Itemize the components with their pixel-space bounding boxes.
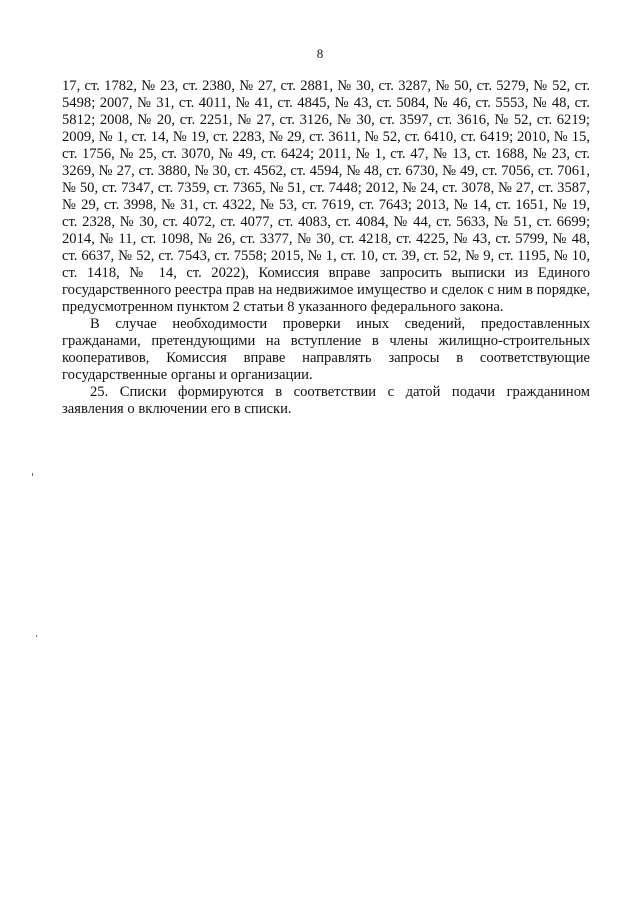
text-line: государственные органы и организации. [62,367,313,383]
text-line: 5498; 2007, № 31, ст. 4011, № 41, ст. 4845, № 43, ст. 5084, № 46, ст. 5553, № 48, ст. [62,95,590,111]
paragraph-verification-requests [62,316,590,384]
text-line: ст. 2328, № 30, ст. 4072, ст. 4077, ст. 4083, ст. 4084, № 44, ст. 5633, № 51, ст. 6699; [62,214,590,230]
paragraph-item-25 [62,384,590,418]
text-line: ст. 6637, № 52, ст. 7543, ст. 7558; 2015, № 1, ст. 10, ст. 39, ст. 52, № 9, ст. 1195, № 10, [62,248,590,264]
text-line: гражданами, претендующими на вступление в члены жилищно-строительных [62,333,590,349]
text-line: ст. 1756, № 25, ст. 3070, № 49, ст. 6424; 2011, № 1, ст. 47, № 13, ст. 1688, № 23, ст. [62,146,590,162]
text-line: 3269, № 27, ст. 3880, № 30, ст. 4562, ст. 4594, № 48, ст. 6730, № 49, ст. 7056, ст. 7061, [62,163,590,179]
text-line: ст. 1418, № 14, ст. 2022), Комиссия вправе запросить выписки из Единого [62,265,590,281]
text-line: 5812; 2008, № 20, ст. 2251, № 27, ст. 3126, № 30, ст. 3597, ст. 3616, № 52, ст. 6219; [62,112,590,128]
text-line: 2009, № 1, ст. 14, № 19, ст. 2283, № 29, ст. 3611, № 52, ст. 6410, ст. 6419; 2010, № 15, [62,129,590,145]
text-line: кооперативов, Комиссия вправе направлять запросы в соответствующие [62,350,590,366]
text-line: 2014, № 11, ст. 1098, № 26, ст. 3377, № 30, ст. 4218, ст. 4225, № 43, ст. 5799, № 48, [62,231,590,247]
text-line: предусмотренном пунктом 2 статьи 8 указанного федерального закона. [62,299,504,315]
text-line: 25. Списки формируются в соответствии с датой подачи гражданином [90,384,590,400]
scan-artifact [36,635,37,637]
text-line: государственного реестра прав на недвижимое имущество и сделок с ним в порядке, [62,282,590,298]
page-number: 8 [316,46,324,61]
text-line: № 50, ст. 7347, ст. 7359, ст. 7365, № 51, ст. 7448; 2012, № 24, ст. 3078, № 27, ст. 3587, [62,180,590,196]
text-line: 17, ст. 1782, № 23, ст. 2380, № 27, ст. 2881, № 30, ст. 3287, № 50, ст. 5279, № 52, ст. [62,78,590,94]
text-line: заявления о включении его в списки. [62,401,292,417]
text-line: В случае необходимости проверки иных сведений, предоставленных [90,316,590,332]
document-body [62,78,590,418]
paragraph-legal-references [62,78,590,316]
text-line: № 29, ст. 3998, № 31, ст. 4322, № 53, ст. 7619, ст. 7643; 2013, № 14, ст. 1651, № 19, [62,197,590,213]
scan-artifact [32,473,33,476]
